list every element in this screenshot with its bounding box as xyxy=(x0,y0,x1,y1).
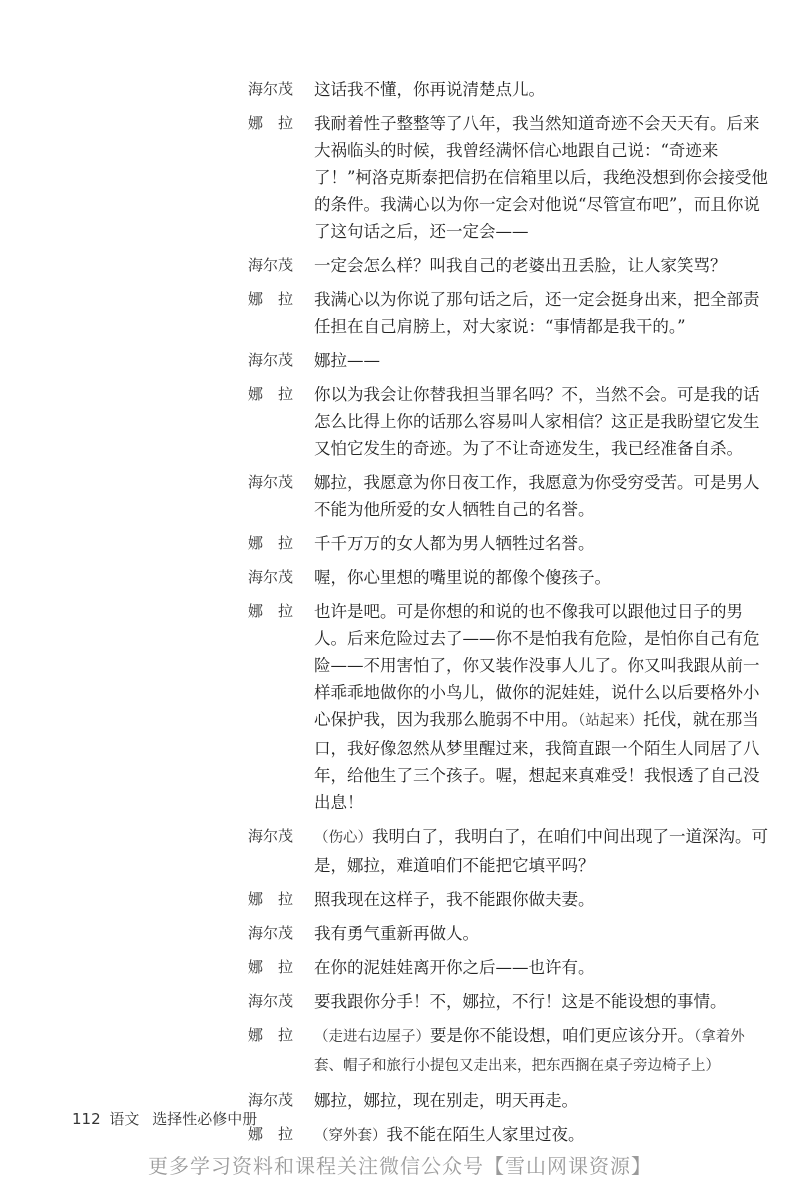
dialogue-line xyxy=(248,381,768,462)
speaker-name: 海尔茂 xyxy=(248,568,294,586)
dialogue-line xyxy=(248,886,768,913)
speech-text xyxy=(314,920,768,947)
stage-direction: （伤心） xyxy=(314,830,372,846)
speech-text xyxy=(314,598,768,816)
dialogue-line xyxy=(248,110,768,245)
speech-segment: 要是你不能设想，咱们更应该分开。 xyxy=(430,1026,694,1045)
speech-segment: 我不能在陌生人家里过夜。 xyxy=(386,1125,585,1144)
speech-text xyxy=(314,1121,768,1150)
speech-segment: 托伐，就在那当口，我好像忽然从梦里醒过来，我简直跟一个陌生人同居了八年，给他生了三个孩子。喔，想起来真难受！我恨透了自己没出息！ xyxy=(314,710,760,812)
dialogue-line xyxy=(248,823,768,879)
dialogue-line xyxy=(248,1022,768,1080)
speech-text xyxy=(314,381,768,462)
speaker-name: 娜 拉 xyxy=(248,1125,294,1143)
speech-text xyxy=(314,286,768,340)
speech-segment: 娜拉，我愿意为你日夜工作，我愿意为你受穷受苦。可是男人不能为他所爱的女人牺牲自己的名誉。 xyxy=(314,473,760,519)
speech-text xyxy=(314,347,768,374)
speech-text xyxy=(314,954,768,981)
speaker-name: 海尔茂 xyxy=(248,1091,294,1109)
speaker-name: 娜 拉 xyxy=(248,958,294,976)
stage-direction: （站起来） xyxy=(578,713,644,729)
speech-segment: 我耐着性子整整等了八年，我当然知道奇迹不会天天有。后来大祸临头的时候，我曾经满怀信心地跟自己说：“奇迹来了！”柯洛克斯泰把信扔在信箱里以后，我绝没想到你会接受他的条件。我满心以为你一定会对他说“尽管宣布吧”，而且你说了这句话之后，还一定会—— xyxy=(314,114,768,241)
page-footer xyxy=(72,1108,257,1129)
speech-segment: 娜拉—— xyxy=(314,351,380,370)
speaker-name: 海尔茂 xyxy=(248,256,294,274)
speaker-name: 海尔茂 xyxy=(248,924,294,942)
stage-direction: （拿着外套、帽子和旅行小提包又走出来，把东西搁在桌子旁边椅子上） xyxy=(314,1029,745,1074)
speech-segment: 喔，你心里想的嘴里说的都像个傻孩子。 xyxy=(314,568,611,587)
dialogue-line xyxy=(248,598,768,816)
page-number: 112 xyxy=(72,1110,101,1128)
speaker-name: 娜 拉 xyxy=(248,890,294,908)
speech-segment: 一定会怎么样？叫我自己的老婆出丑丢脸，让人家笑骂？ xyxy=(314,256,727,275)
speaker-name: 海尔茂 xyxy=(248,992,294,1010)
dialogue-line xyxy=(248,1087,768,1114)
dialogue-line xyxy=(248,920,768,947)
play-script xyxy=(248,76,768,1157)
dialogue-line xyxy=(248,954,768,981)
speech-text xyxy=(314,988,768,1015)
speaker-name: 海尔茂 xyxy=(248,827,294,845)
stage-direction: （走进右边屋子） xyxy=(314,1029,430,1045)
speech-segment: 这话我不懂，你再说清楚点儿。 xyxy=(314,80,545,99)
stage-direction: （穿外套） xyxy=(314,1128,387,1144)
dialogue-line xyxy=(248,530,768,557)
speech-text xyxy=(314,564,768,591)
speech-text xyxy=(314,1087,768,1114)
speaker-name: 娜 拉 xyxy=(248,534,294,552)
dialogue-line xyxy=(248,347,768,374)
speech-segment: 千千万万的女人都为男人牺牲过名誉。 xyxy=(314,534,595,553)
subject-label: 语文 xyxy=(109,1110,140,1128)
speaker-name: 海尔茂 xyxy=(248,80,294,98)
speech-segment: 要我跟你分手！不，娜拉，不行！这是不能设想的事情。 xyxy=(314,992,727,1011)
speech-text xyxy=(314,823,768,879)
speech-segment: 也许是吧。可是你想的和说的也不像我可以跟他过日子的男人。后来危险过去了——你不是怕我有危险，是怕你自己有危险——不用害怕了，你又装作没事人儿了。你又叫我跟从前一样乖乖地做你的小鸟儿，做你的泥娃娃，说什么以后要格外小心保护我，因为我那么脆弱不中用。 xyxy=(314,602,760,729)
speech-text xyxy=(314,886,768,913)
dialogue-line xyxy=(248,988,768,1015)
speech-text xyxy=(314,469,768,523)
speech-text xyxy=(314,76,768,103)
speech-segment: 在你的泥娃娃离开你之后——也许有。 xyxy=(314,958,595,977)
dialogue-line xyxy=(248,469,768,523)
dialogue-line xyxy=(248,252,768,279)
speech-text xyxy=(314,252,768,279)
speaker-name: 海尔茂 xyxy=(248,351,294,369)
speaker-name: 娜 拉 xyxy=(248,385,294,403)
dialogue-line xyxy=(248,286,768,340)
speech-segment: 照我现在这样子，我不能跟你做夫妻。 xyxy=(314,890,595,909)
speaker-name: 娜 拉 xyxy=(248,1026,294,1044)
dialogue-line xyxy=(248,564,768,591)
speech-segment: 我有勇气重新再做人。 xyxy=(314,924,479,943)
speaker-name: 娜 拉 xyxy=(248,290,294,308)
speaker-name: 海尔茂 xyxy=(248,473,294,491)
speech-segment: 你以为我会让你替我担当罪名吗？不，当然不会。可是我的话怎么比得上你的话那么容易叫人家相信？这正是我盼望它发生又怕它发生的奇迹。为了不让奇迹发生，我已经准备自杀。 xyxy=(314,385,760,458)
speech-text xyxy=(314,530,768,557)
speech-text xyxy=(314,110,768,245)
dialogue-line xyxy=(248,1121,768,1150)
speech-segment: 娜拉，娜拉，现在别走，明天再走。 xyxy=(314,1091,578,1110)
speech-text xyxy=(314,1022,768,1080)
speech-segment: 我满心以为你说了那句话之后，还一定会挺身出来，把全部责任担在自己肩膀上，对大家说：“事情都是我干的。” xyxy=(314,290,760,336)
speaker-name: 娜 拉 xyxy=(248,602,294,620)
dialogue-line xyxy=(248,76,768,103)
speaker-name: 娜 拉 xyxy=(248,114,294,132)
book-title: 选择性必修中册 xyxy=(152,1110,258,1128)
watermark-text: 更多学习资料和课程关注微信公众号【雪山网课资源】 xyxy=(148,1154,652,1178)
speech-segment: 我明白了，我明白了，在咱们中间出现了一道深沟。可是，娜拉，难道咱们不能把它填平吗？ xyxy=(314,827,768,875)
